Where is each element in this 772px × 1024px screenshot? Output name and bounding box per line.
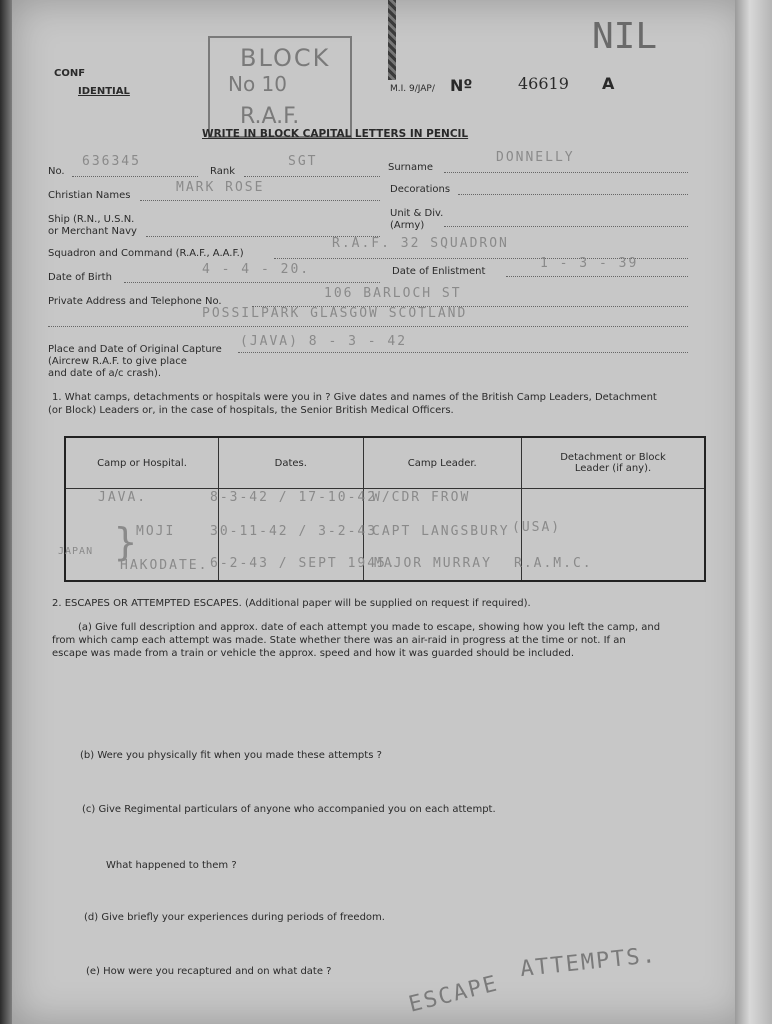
serial-number: 46619 [518,74,569,93]
row2-leader: CAPT LANGSBURY [372,524,510,539]
no-label: No. [48,166,65,177]
row3-detachment: R.A.M.C. [514,556,593,571]
row3-leader: MAJOR MURRAY [374,556,492,571]
handwritten-attempts: ATTEMPTS. [519,942,659,983]
rank-value: SGT [288,154,318,169]
row3-dates: 6-2-43 / SEPT 1945. [210,556,397,571]
address-value-2: POSSILPARK GLASGOW SCOTLAND [202,306,468,321]
ship-label-2: or Merchant Navy [48,226,137,237]
q2-a-1: (a) Give full description and approx. date of each attempt you made to escape, showing how you left the camp, and [78,622,661,633]
squadron-value: R.A.F. 32 SQUADRON [332,236,509,251]
address-value-1: 106 BARLOCH ST [324,286,462,301]
col-header-dates: Dates. [219,437,364,489]
handwritten-escape: ESCAPE [406,971,502,1018]
q2-a-3: escape was made from a train or vehicle the approx. speed and how it was guarded should be included. [52,648,575,659]
japan-side-note: JAPAN [58,546,94,557]
q2-c-sub: What happened to them ? [106,860,237,871]
dob-label: Date of Birth [48,272,112,283]
address-label: Private Address and Telephone No. [48,296,222,307]
enlistment-value: 1 - 3 - 39 [540,256,639,271]
capture-label-2: (Aircrew R.A.F. to give place [48,356,187,367]
block-stamp [208,36,352,138]
instruction-heading: WRITE IN BLOCK CAPITAL LETTERS IN PENCIL [202,128,469,140]
row2-dates: 30-11-42 / 3-2-43 [210,524,378,539]
q2-a-2: from which camp each attempt was made. State whether there was an air-raid in progress at the time or not. If an [52,635,626,646]
unit-label-1: Unit & Div. [390,208,444,219]
row2-camp: MOJI [136,524,176,539]
row3-camp: HAKODATE. [120,558,209,573]
q1-text-2: (or Block) Leaders or, in the case of hospitals, the Senior British Medical Officers. [48,405,454,416]
japan-brace: } [114,520,137,564]
christian-names-label: Christian Names [48,190,131,201]
form-code: M.I. 9/JAP/ [390,84,435,94]
row1-camp: JAVA. [98,490,148,505]
enlistment-label: Date of Enlistment [392,266,486,277]
confidential-line1: CONF [54,68,86,79]
christian-names-value: MARK ROSE [176,180,265,195]
col-header-detachment-2: Leader (if any). [574,463,652,474]
surname-label: Surname [388,162,433,173]
capture-label-1: Place and Date of Original Capture [48,344,222,355]
stamp-line1: BLOCK [240,44,331,72]
q1-text-1: 1. What camps, detachments or hospitals were you in ? Give dates and names of the British Camp Leaders, Detachment [52,392,657,403]
ship-label-1: Ship (R.N., U.S.N. [48,214,135,225]
row1-dates: 8-3-42 / 17-10-42 [210,490,378,505]
number-label: Nº [450,76,473,95]
q2-d: (d) Give briefly your experiences during periods of freedom. [84,912,385,923]
q2-c: (c) Give Regimental particulars of anyone who accompanied you on each attempt. [82,804,496,815]
stamp-line2: No 10 [228,72,288,96]
capture-value: (JAVA) 8 - 3 - 42 [240,334,408,349]
surname-value: DONNELLY [496,150,575,165]
col-header-leader: Camp Leader. [363,437,521,489]
no-value: 636345 [82,154,141,169]
capture-label-3: and date of a/c crash). [48,368,162,379]
q2-b: (b) Were you physically fit when you made these attempts ? [80,750,382,761]
q2-title: 2. ESCAPES OR ATTEMPTED ESCAPES. (Additional paper will be supplied on request if required). [52,598,531,609]
rank-label: Rank [210,166,235,177]
unit-label-2: (Army) [390,220,425,231]
confidential-line2: IDENTIAL [78,86,130,97]
col-header-camp: Camp or Hospital. [65,437,219,489]
corner-note: NIL [592,16,658,57]
dob-value: 4 - 4 - 20. [202,262,311,277]
squadron-label: Squadron and Command (R.A.F., A.A.F.) [48,248,244,259]
q2-e: (e) How were you recaptured and on what date ? [86,966,332,977]
form-page [12,0,747,1024]
row1-leader: W/CDR FROW [372,490,471,505]
serial-suffix: A [602,74,615,93]
binding-string [388,0,396,80]
col-header-detachment-1: Detachment or Block [560,452,666,463]
col-header-detachment [522,437,706,489]
stamp-line3: R.A.F. [240,104,300,129]
folder-edge-right [735,0,772,1024]
row2-detachment: (USA) [512,520,562,535]
decorations-label: Decorations [390,184,451,195]
